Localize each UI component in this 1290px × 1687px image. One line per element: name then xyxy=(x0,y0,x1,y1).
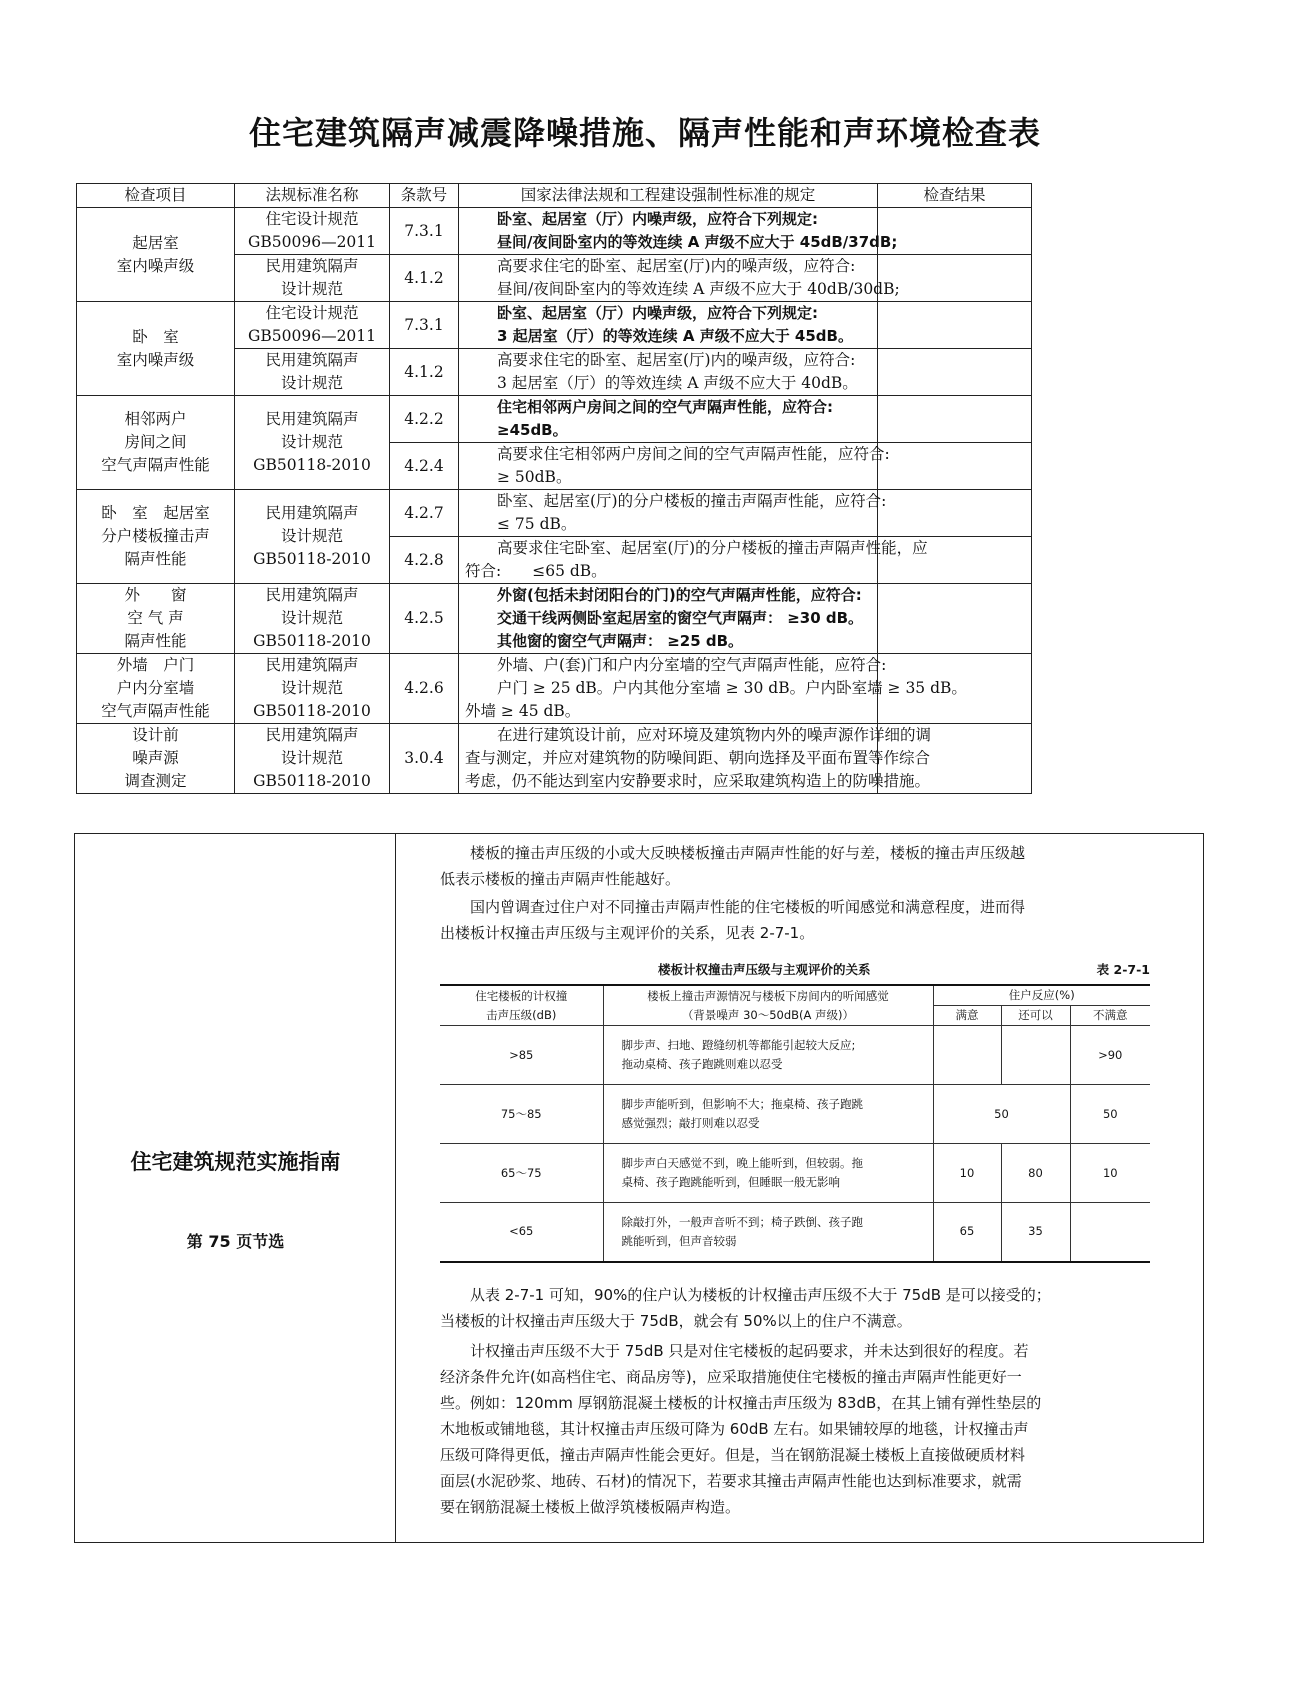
clause-number: 4.2.8 xyxy=(390,537,459,584)
table-caption-title: 楼板计权撞击声压级与主观评价的关系 xyxy=(658,962,871,977)
unsatisfied-value: 50 xyxy=(1070,1085,1150,1144)
result-cell[interactable] xyxy=(878,443,1032,490)
standard-name: 民用建筑隔声 设计规范 GB50118-2010 xyxy=(235,490,390,584)
checklist-header-row xyxy=(77,184,1032,208)
perception-text: 脚步声能听到，但影响不大；拖桌椅、孩子跑跳 感觉强烈；敲打则难以忍受 xyxy=(603,1085,933,1144)
satisfied-acceptable-value: 50 xyxy=(933,1085,1070,1144)
checklist-row xyxy=(77,302,1032,349)
header-level: 住宅楼板的计权撞 击声压级(dB) xyxy=(440,985,603,1026)
guide-source-panel xyxy=(75,834,396,1542)
result-cell[interactable] xyxy=(878,255,1032,302)
header-standard: 法规标准名称 xyxy=(235,184,390,208)
check-item: 卧 室 室内噪声级 xyxy=(77,302,235,396)
standard-name: 民用建筑隔声 设计规范 GB50118-2010 xyxy=(235,584,390,654)
unsatisfied-value: 10 xyxy=(1070,1144,1150,1203)
requirement-text: 卧室、起居室（厅）内噪声级，应符合下列规定: 3 起居室（厅）的等效连续 A 声级不应大于 45dB。 xyxy=(459,302,878,349)
satisfied-value: 10 xyxy=(933,1144,1001,1203)
document-title: 住宅建筑隔声减震降噪措施、隔声性能和声环境检查表 xyxy=(248,114,1041,152)
clause-number: 4.2.5 xyxy=(390,584,459,654)
guide-excerpt-box xyxy=(74,833,1204,1543)
clause-number: 4.1.2 xyxy=(390,255,459,302)
result-cell[interactable] xyxy=(878,490,1032,537)
standard-name: 住宅设计规范 GB50096—2011 xyxy=(235,302,390,349)
level-value: >85 xyxy=(440,1026,603,1085)
perception-text: 除敲打外，一般声音听不到；椅子跌倒、孩子跑 跳能听到，但声音较弱 xyxy=(603,1203,933,1262)
header-acceptable: 还可以 xyxy=(1001,1006,1070,1026)
clause-number: 4.2.4 xyxy=(390,443,459,490)
requirement-text: 卧室、起居室（厅）内噪声级，应符合下列规定: 昼间/夜间卧室内的等效连续 A 声级不应大于 45dB/37dB; xyxy=(459,208,878,255)
excerpt-paragraph: 国内曾调查过住户对不同撞击声隔声性能的住宅楼板的听闻感觉和满意程度，进而得 出楼板计权撞击声压级与主观评价的关系，见表 2-7-1。 xyxy=(440,898,1026,942)
level-value: 65～75 xyxy=(440,1144,603,1203)
perception-text: 脚步声、扫地、蹬缝纫机等都能引起较大反应; 拖动桌椅、孩子跑跳则难以忍受 xyxy=(603,1026,933,1085)
result-cell[interactable] xyxy=(878,584,1032,654)
header-requirement: 国家法律法规和工程建设强制性标准的规定 xyxy=(459,184,878,208)
header-response: 住户反应(%) xyxy=(933,985,1150,1006)
requirement-text: 高要求住宅卧室、起居室(厅)的分户楼板的撞击声隔声性能，应 符合: ≤65 dB。 xyxy=(459,537,878,584)
standard-name: 住宅设计规范 GB50096—2011 xyxy=(235,208,390,255)
excerpt-paragraph: 计权撞击声压级不大于 75dB 只是对住宅楼板的起码要求，并未达到很好的程度。若 经济条件允许(如高档住宅、商品房等)，应采取措施使住宅楼板的撞击声隔声性能更好一 些。例如：120mm 厚钢筋混凝土楼板的计权撞击声压级为 83dB，在其上铺有弹性垫层的 木地板或铺地毯，其计权撞击声压级可降为 60dB 左右。如果铺较厚的地毯，计权撞击声 压级可降得更低，撞击声隔声性能会更好。但是，当在钢筋混凝土楼板上直接做硬质材料 面层(水泥砂浆、地砖、石材)的情况下，若要求其撞击声隔声性能也达到标准要求，就需 要在钢筋混凝土楼板上做浮筑楼板隔声构造。 xyxy=(440,1342,1042,1516)
checklist-row xyxy=(77,490,1032,537)
header-satisfied: 满意 xyxy=(933,1006,1001,1026)
requirement-text: 高要求住宅相邻两户房间之间的空气声隔声性能，应符合: ≥ 50dB。 xyxy=(459,443,878,490)
checklist-row xyxy=(77,654,1032,724)
clause-number: 4.1.2 xyxy=(390,349,459,396)
header-clause: 条款号 xyxy=(390,184,459,208)
unsatisfied-value: >90 xyxy=(1070,1026,1150,1085)
checklist-row xyxy=(77,396,1032,443)
checklist-row xyxy=(77,208,1032,255)
eval-row xyxy=(440,1026,1150,1085)
clause-number: 4.2.6 xyxy=(390,654,459,724)
excerpt-paragraph: 楼板的撞击声压级的小或大反映楼板撞击声隔声性能的好与差，楼板的撞击声压级越 低表示楼板的撞击声隔声性能越好。 xyxy=(440,844,1026,888)
table-number: 表 2-7-1 xyxy=(1096,962,1150,977)
check-item: 外 窗 空 气 声 隔声性能 xyxy=(77,584,235,654)
check-item: 起居室 室内噪声级 xyxy=(77,208,235,302)
result-cell[interactable] xyxy=(878,396,1032,443)
requirement-text: 外墙、户(套)门和户内分室墙的空气声隔声性能，应符合: 户门 ≥ 25 dB。户内其他分室墙 ≥ 30 dB。户内卧室墙 ≥ 35 dB。 外墙 ≥ 45 dB。 xyxy=(459,654,878,724)
clause-number: 4.2.2 xyxy=(390,396,459,443)
requirement-text: 住宅相邻两户房间之间的空气声隔声性能，应符合: ≥45dB。 xyxy=(459,396,878,443)
clause-number: 7.3.1 xyxy=(390,302,459,349)
table-caption xyxy=(440,957,1150,981)
requirement-text: 卧室、起居室(厅)的分户楼板的撞击声隔声性能，应符合: ≤ 75 dB。 xyxy=(459,490,878,537)
requirement-text: 在进行建筑设计前，应对环境及建筑物内外的噪声源作详细的调 查与测定，并应对建筑物的防噪间距、朝向选择及平面布置等作综合 考虑，仍不能达到室内安静要求时，应采取建筑构造上的防噪措施。 xyxy=(459,724,878,794)
acceptable-value: 35 xyxy=(1001,1203,1070,1262)
guide-title: 住宅建筑规范实施指南 xyxy=(130,1150,341,1174)
unsatisfied-value xyxy=(1070,1203,1150,1262)
header-perception: 楼板上撞击声源情况与楼板下房间内的听闻感觉 （背景噪声 30～50dB(A 声级)） xyxy=(603,985,933,1026)
satisfied-value xyxy=(933,1026,1001,1085)
level-value: 75～85 xyxy=(440,1085,603,1144)
clause-number: 4.2.7 xyxy=(390,490,459,537)
result-cell[interactable] xyxy=(878,208,1032,255)
check-item: 卧 室 起居室 分户楼板撞击声 隔声性能 xyxy=(77,490,235,584)
checklist-table xyxy=(76,183,1032,794)
check-item: 设计前 噪声源 调查测定 xyxy=(77,724,235,794)
clause-number: 7.3.1 xyxy=(390,208,459,255)
clause-number: 3.0.4 xyxy=(390,724,459,794)
eval-row xyxy=(440,1085,1150,1144)
eval-header-row xyxy=(440,985,1150,1006)
result-cell[interactable] xyxy=(878,349,1032,396)
excerpt-paragraph: 从表 2-7-1 可知，90%的住户认为楼板的计权撞击声压级不大于 75dB 是可以接受的； 当楼板的计权撞击声压级大于 75dB，就会有 50%以上的住户不满意。 xyxy=(440,1286,1051,1330)
check-item: 外墙 户门 户内分室墙 空气声隔声性能 xyxy=(77,654,235,724)
result-cell[interactable] xyxy=(878,302,1032,349)
acceptable-value: 80 xyxy=(1001,1144,1070,1203)
check-item: 相邻两户 房间之间 空气声隔声性能 xyxy=(77,396,235,490)
requirement-text: 高要求住宅的卧室、起居室(厅)内的噪声级，应符合: 3 起居室（厅）的等效连续 A 声级不应大于 40dB。 xyxy=(459,349,878,396)
header-result: 检查结果 xyxy=(878,184,1032,208)
level-value: <65 xyxy=(440,1203,603,1262)
standard-name: 民用建筑隔声 设计规范 GB50118-2010 xyxy=(235,724,390,794)
satisfied-value: 65 xyxy=(933,1203,1001,1262)
checklist-row xyxy=(77,584,1032,654)
header-item: 检查项目 xyxy=(77,184,235,208)
requirement-text: 外窗(包括未封闭阳台的门)的空气声隔声性能，应符合: 交通干线两侧卧室起居室的窗空气声隔声： ≥30 dB。 其他窗的窗空气声隔声： ≥25 dB。 xyxy=(459,584,878,654)
eval-row xyxy=(440,1144,1150,1203)
standard-name: 民用建筑隔声 设计规范 xyxy=(235,255,390,302)
requirement-text: 高要求住宅的卧室、起居室(厅)内的噪声级，应符合: 昼间/夜间卧室内的等效连续 A 声级不应大于 40dB/30dB; xyxy=(459,255,878,302)
guide-page-note: 第 75 页节选 xyxy=(186,1232,285,1251)
standard-name: 民用建筑隔声 设计规范 xyxy=(235,349,390,396)
standard-name: 民用建筑隔声 设计规范 GB50118-2010 xyxy=(235,654,390,724)
standard-name: 民用建筑隔声 设计规范 GB50118-2010 xyxy=(235,396,390,490)
header-unsatisfied: 不满意 xyxy=(1070,1006,1150,1026)
guide-excerpt-panel xyxy=(396,834,1203,1542)
acceptable-value xyxy=(1001,1026,1070,1085)
perception-text: 脚步声白天感觉不到，晚上能听到，但较弱。拖 桌椅、孩子跑跳能听到，但睡眠一般无影响 xyxy=(603,1144,933,1203)
eval-row xyxy=(440,1203,1150,1262)
evaluation-table xyxy=(440,984,1150,1263)
checklist-row xyxy=(77,724,1032,794)
